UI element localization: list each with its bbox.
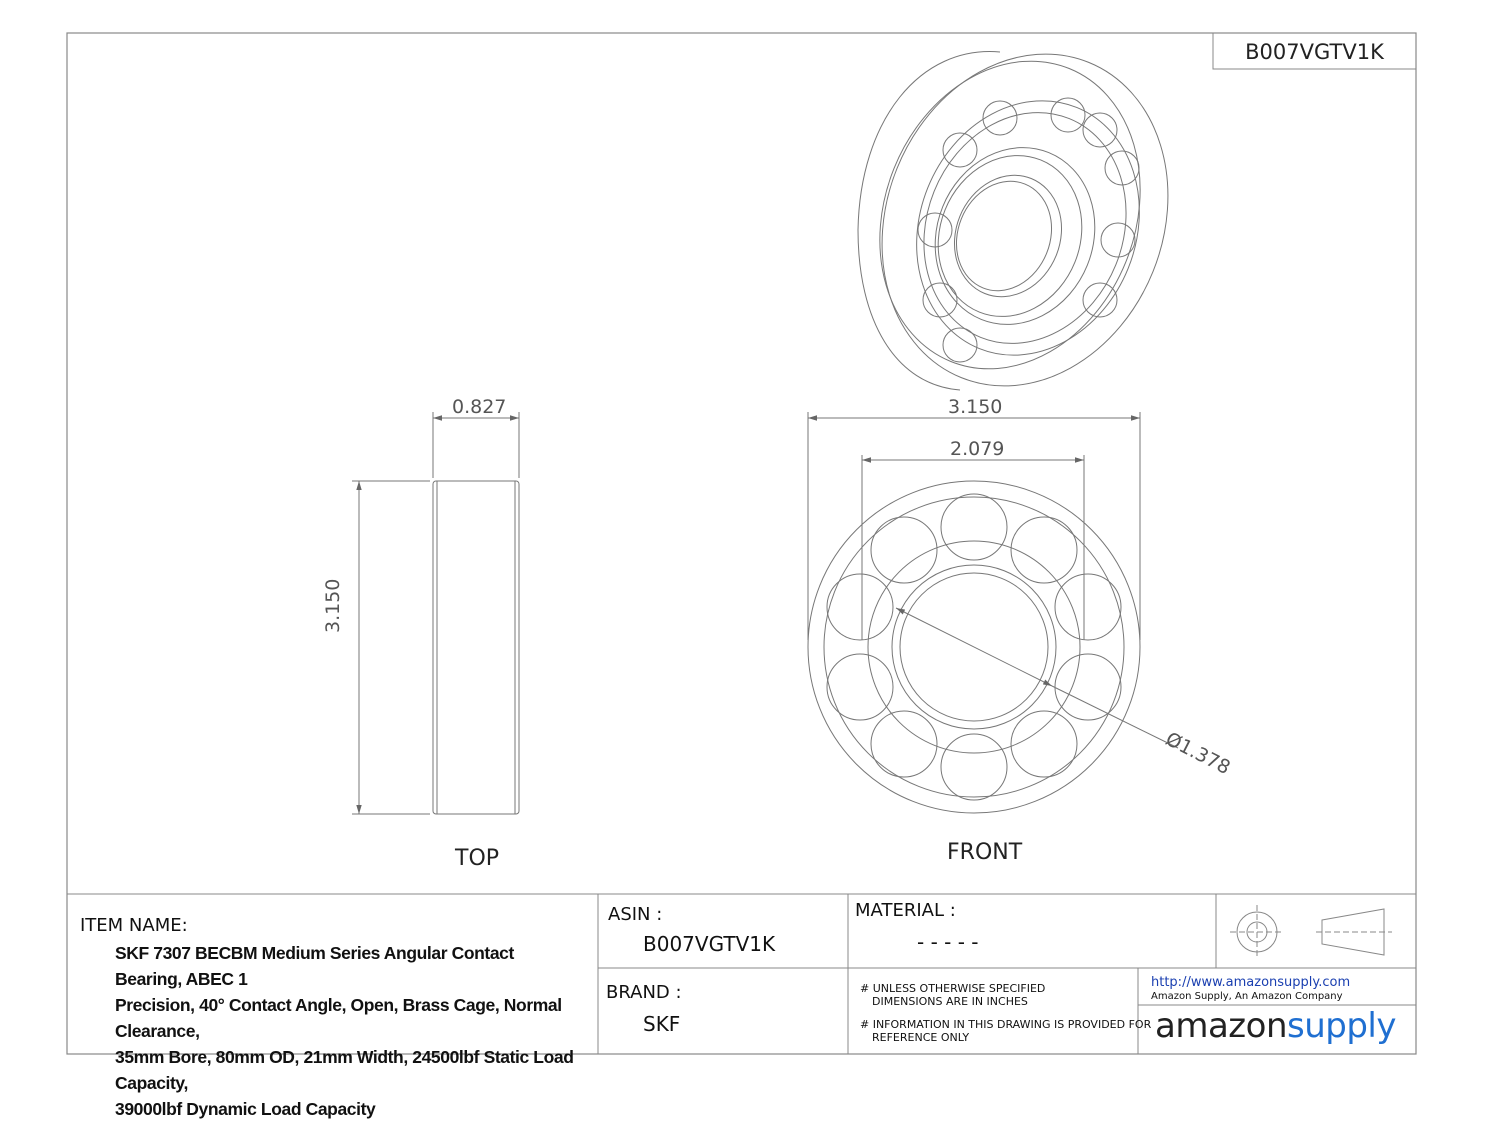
view-label-front: FRONT [947, 840, 1023, 865]
item-name-line: Precision, 40° Contact Angle, Open, Brass Cage, Normal Clearance, [115, 995, 562, 1041]
view-label-top: TOP [455, 846, 500, 871]
dimension-top-width: 0.827 [452, 396, 507, 418]
material-label: MATERIAL : [855, 900, 956, 921]
company-name: Amazon Supply, An Amazon Company [1151, 991, 1343, 1002]
third-angle-projection-icon [1230, 905, 1392, 959]
brand-label: BRAND : [606, 982, 682, 1003]
item-name-line: 35mm Bore, 80mm OD, 21mm Width, 24500lbf Static Load Capacity, [115, 1047, 574, 1093]
top-view [352, 412, 519, 814]
dimension-front-outer: 3.150 [948, 396, 1003, 418]
asin-value: B007VGTV1K [643, 932, 776, 956]
note-reference-line-2: REFERENCE ONLY [872, 1031, 970, 1044]
dimension-top-height: 3.150 [322, 578, 344, 633]
item-name-label: ITEM NAME: [80, 915, 188, 936]
note-reference-line-1: # INFORMATION IN THIS DRAWING IS PROVIDED FOR [860, 1018, 1152, 1031]
logo-text-amazon: amazon [1155, 1006, 1287, 1046]
front-view [808, 412, 1178, 813]
logo-text-supply: supply [1287, 1006, 1396, 1046]
dimension-front-bore: Ø1.378 [1162, 728, 1234, 780]
item-name-line: SKF 7307 BECBM Medium Series Angular Contact Bearing, ABEC 1 [115, 943, 514, 989]
sheet-border [67, 33, 1416, 1054]
part-number-header: B007VGTV1K [1245, 40, 1384, 64]
item-name-description [115, 940, 585, 1122]
note-units-line-1: # UNLESS OTHERWISE SPECIFIED [860, 982, 1046, 995]
material-value: - - - - - [917, 930, 979, 954]
note-units-line-2: DIMENSIONS ARE IN INCHES [872, 995, 1028, 1008]
dimension-front-pitch: 2.079 [950, 438, 1005, 460]
brand-value: SKF [643, 1012, 681, 1036]
amazon-supply-logo [1155, 1006, 1396, 1046]
isometric-view [833, 11, 1216, 430]
item-name-line: 39000lbf Dynamic Load Capacity [115, 1099, 376, 1119]
website-link[interactable]: http://www.amazonsupply.com [1151, 975, 1351, 990]
asin-label: ASIN : [608, 904, 663, 925]
